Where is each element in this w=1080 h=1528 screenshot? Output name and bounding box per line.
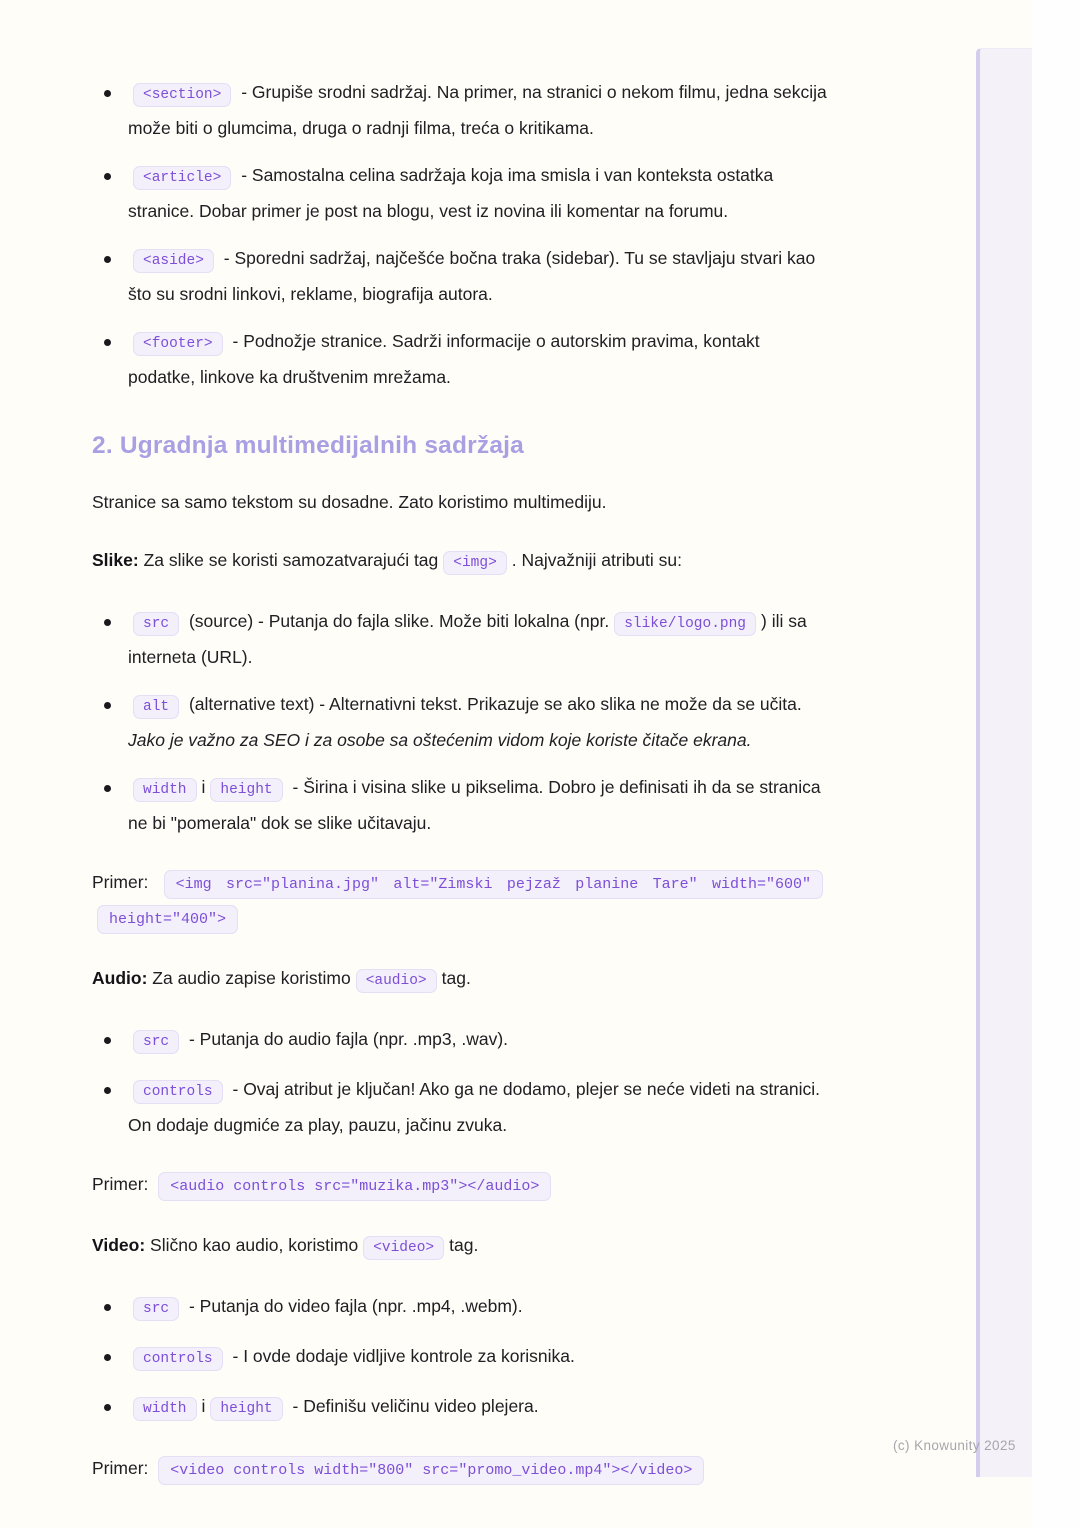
list-item-src-attr [92,605,828,674]
video-intro-paragraph [92,1229,828,1264]
list-item-text: ) ili sa interneta (URL). [128,611,807,667]
inline-code-chip: <section> [133,83,231,107]
audio-intro-paragraph [92,962,828,997]
page-right-margin [1032,0,1080,1528]
images-label: Slike: [92,550,139,570]
paragraph-text: Za slike se koristi samozatvarajući tag [143,550,439,570]
conjunction-text: i [201,1396,206,1416]
inline-code-chip: src [133,1030,179,1054]
audio-attributes-list [92,1023,828,1142]
list-item-section-tag [92,76,828,145]
list-item-aside-tag [92,242,828,311]
list-item-article-tag [92,159,828,228]
inline-code-chip: width [133,778,197,802]
inline-code-chip: <img> [443,551,507,575]
list-item-src-attr [92,1023,828,1059]
inline-code-chip: <video> [363,1236,444,1260]
inline-code-chip: alt [133,695,179,719]
list-item-text: - Samostalna celina sadržaja koja ima smisla i van konteksta ostatka stranice. Dobar primer je post na blogu, vest iz novina ili komentar na forumu. [128,165,774,221]
list-item-controls-attr [92,1073,828,1142]
example-label: Primer: [92,1174,149,1194]
image-attributes-list [92,605,828,840]
list-item-text: - Grupiše srodni sadržaj. Na primer, na stranici o nekom filmu, jedna sekcija može biti o glumcima, druga o radnji filma, treća o kritikama. [128,82,827,138]
video-attributes-list [92,1290,828,1426]
scrollbar-track[interactable] [976,48,1032,1477]
list-item-controls-attr [92,1340,828,1376]
paragraph-text: . Najvažniji atributi su: [511,550,683,570]
paragraph-text: tag. [449,1235,479,1255]
audio-label: Audio: [92,968,148,988]
inline-code-chip: height [210,1397,282,1421]
list-item-text: - I ovde dodaje vidljive kontrole za korisnika. [232,1346,575,1366]
list-item-text: - Putanja do audio fajla (npr. .mp3, .wav). [188,1029,509,1049]
section-heading: 2. Ugradnja multimedijalnih sadržaja [92,432,524,459]
intro-paragraph: Stranice sa samo tekstom su dosadne. Zato koristimo multimediju. [92,492,607,512]
example-label: Primer: [92,1458,149,1478]
list-item-text: - Sporedni sadržaj, najčešće bočna traka (sidebar). Tu se stavljaju stvari kao što su srodni linkovi, reklame, biografija autora. [128,248,816,304]
list-item-size-attrs [92,771,828,840]
inline-code-chip: src [133,612,179,636]
example-code-chip: <video controls width="800" src="promo_video.mp4"></video> [158,1456,704,1485]
inline-code-chip: <footer> [133,332,223,356]
paragraph-text: tag. [441,968,471,988]
list-item-alt-attr [92,688,828,757]
inline-code-chip: width [133,1397,197,1421]
conjunction-text: i [201,777,206,797]
list-item-text: - Definišu veličinu video plejera. [292,1396,539,1416]
inline-code-chip: controls [133,1347,223,1371]
inline-code-chip: <audio> [356,969,437,993]
inline-code-chip: height [210,778,282,802]
video-label: Video: [92,1235,146,1255]
italic-note: Jako je važno za SEO i za osobe sa oštećenim vidom koje koriste čitače ekrana. [128,730,752,750]
example-code-chip: <img src="planina.jpg" alt="Zimski pejzaž planine Tare" width="600" height="400"> [97,870,823,934]
example-code-chip: <audio controls src="muzika.mp3"></audio> [158,1172,551,1201]
video-example-paragraph [92,1452,828,1487]
images-intro-paragraph [92,544,828,579]
inline-code-chip: <aside> [133,249,214,273]
paragraph-text: Slično kao audio, koristimo [150,1235,359,1255]
semantic-tags-list [92,76,828,394]
list-item-text: - Ovaj atribut je ključan! Ako ga ne dodamo, plejer se neće videti na stranici. On dodaje dugmiće za play, pauzu, jačinu zvuka. [128,1079,821,1135]
inline-code-chip: <article> [133,166,231,190]
audio-example-paragraph [92,1168,828,1203]
example-label: Primer: [92,872,149,892]
inline-code-chip: controls [133,1080,223,1104]
image-example-paragraph [92,866,828,936]
list-item-text: - Putanja do video fajla (npr. .mp4, .webm). [188,1296,523,1316]
list-item-text: - Podnožje stranice. Sadrži informacije o autorskim pravima, kontakt podatke, linkove ka društvenim mrežama. [128,331,760,387]
paragraph-text: Za audio zapise koristimo [152,968,351,988]
inline-code-chip: src [133,1297,179,1321]
list-item-text: (alternative text) - Alternativni tekst. Prikazuje se ako slika ne može da se učita. [188,694,802,714]
inline-code-chip: slike/logo.png [614,612,756,636]
watermark: (c) Knowunity 2025 [893,1438,1016,1453]
list-item-size-attrs [92,1390,828,1426]
list-item-text: - Širina i visina slike u pikselima. Dobro je definisati ih da se stranica ne bi "pomerala" dok se slike učitavaju. [128,777,821,833]
list-item-footer-tag [92,325,828,394]
list-item-src-attr [92,1290,828,1326]
list-item-text: (source) - Putanja do fajla slike. Može biti lokalna (npr. [188,611,610,631]
